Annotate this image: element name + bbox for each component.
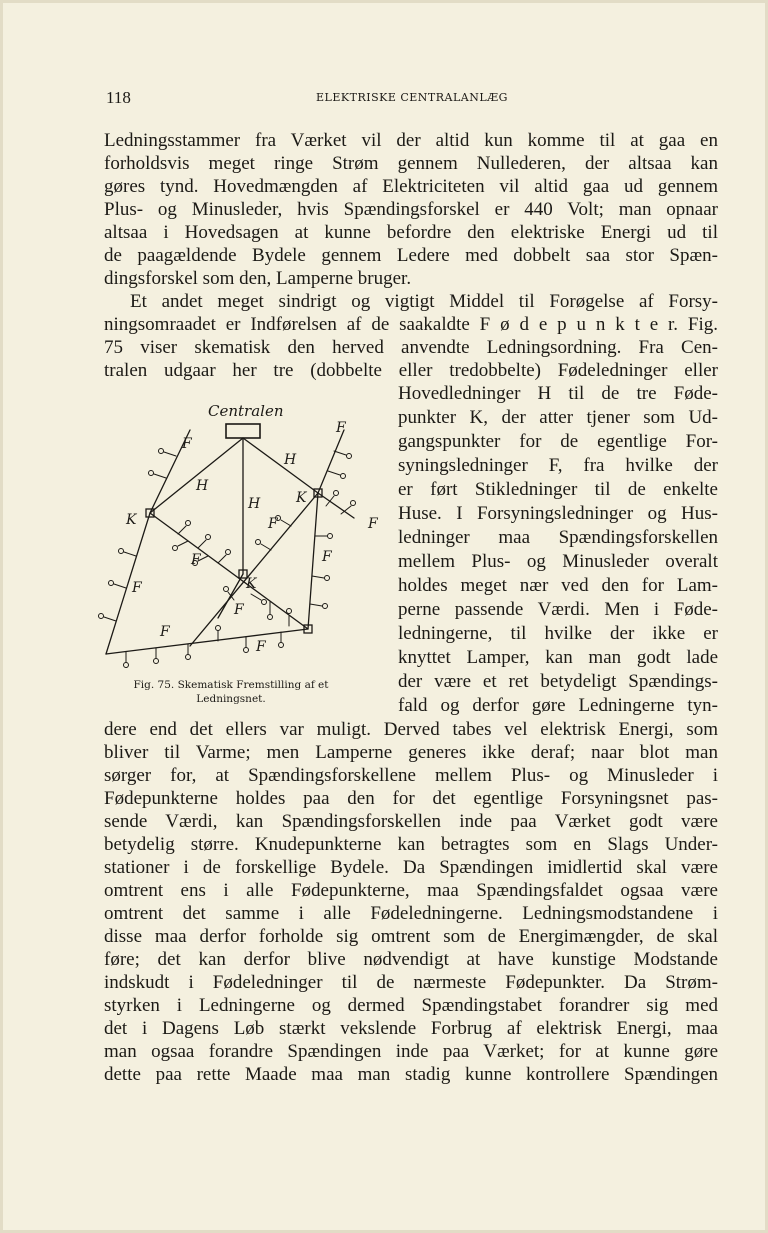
lamp-icon [119, 549, 124, 554]
text-line: Ledningsstammer fra Værket vil der altid kun komme til at gaa en [104, 130, 718, 151]
lamp-icon [323, 604, 328, 609]
supply-line-bottom [106, 629, 308, 654]
lamp-icon [262, 600, 267, 605]
supply-line-diagonal [150, 513, 308, 629]
lamp-icon [216, 626, 221, 631]
caption-line: Ledningsnet. [196, 693, 266, 705]
lamp-icon [351, 501, 356, 506]
text-line: punkter K, der atter tjener som Ud- [398, 407, 718, 428]
lamp-icon [186, 521, 191, 526]
text-line: indskudt i Fødeledninger til de nærmeste Fødepunkter. Da Strøm- [104, 972, 718, 993]
text-line: Fødepunkterne holdes paa den for det egentlige Forsyningsnet pas- [104, 788, 718, 809]
text-line: Plus- og Minusleder, hvis Spændingsforskel er 440 Volt; man opnaar [104, 199, 718, 220]
lamp-icon [256, 540, 261, 545]
text-line: forholdsvis meget ringe Strøm gennem Nullederen, der altsaa kan [104, 153, 718, 174]
lamp-icon [109, 581, 114, 586]
label-f: F [191, 552, 201, 568]
text-line: Hovedledninger H til de tre Føde- [398, 383, 718, 404]
text-line: holdes meget nær ved den for Lam- [398, 575, 718, 596]
text-line: Et andet meget sindrigt og vigtigt Middel til Forøgelse af Forsy- [130, 291, 718, 312]
label-k: K [246, 576, 257, 592]
lamp-icon [173, 546, 178, 551]
lamp-icon [186, 655, 191, 660]
text-line: sende Værdi, kan Spændingsforskellen inde paa Værket godt være [104, 811, 718, 832]
lamp-icon [287, 609, 292, 614]
feeder-line-right [243, 438, 318, 493]
text-line: er ført Stikledninger til de enkelte [398, 479, 718, 500]
label-h: H [196, 478, 209, 494]
label-f: F [160, 624, 170, 640]
network-diagram-svg [96, 396, 388, 668]
text-line: sørger for, at Spændingsforskellene mellem Plus- og Minusleder i [104, 765, 718, 786]
label-k: K [296, 490, 307, 506]
label-f: F [182, 436, 192, 452]
lamp-icon [347, 454, 352, 459]
text-line: ledninger maa Spændingsforskellen [398, 527, 718, 548]
text-line: betydelig større. Knudepunkterne kan betragtes som en Slags Under- [104, 834, 718, 855]
text-line: gøres tynd. Hovedmængden af Elektriciteten vil altid gaa ud gennem [104, 176, 718, 197]
supply-line-right [308, 430, 344, 629]
lamp-icon [279, 643, 284, 648]
text-line: Huse. I Forsyningsledninger og Hus- [398, 503, 718, 524]
text-line: perne passende Værdi. Men i Føde- [398, 599, 718, 620]
text-line: 75 viser skematisk den herved anvendte Ledningsordning. Fra Cen- [104, 337, 718, 358]
lamp-icon [328, 534, 333, 539]
label-k: K [126, 512, 137, 528]
lamp-icon [154, 659, 159, 664]
label-f: F [132, 580, 142, 596]
lamp-icon [206, 535, 211, 540]
text-line: stationer i de forskellige Bydele. Da Spændingen imidlertid skal være [104, 857, 718, 878]
text-line: tralen udgaar her tre (dobbelte eller tredobbelte) Fødeledninger eller [104, 360, 718, 381]
text-line: mellem Plus- og Minusleder overalt [398, 551, 718, 572]
text-line: gangspunkter for de egentlige For- [398, 431, 718, 452]
label-f: F [368, 516, 378, 532]
lamp-icon [159, 449, 164, 454]
text-line: altsaa i Hovedsagen at kunne befordre den elektriske Energi ud til [104, 222, 718, 243]
lamp-icon [224, 587, 229, 592]
text-line: føre; det kan derfor blive nødvendigt at have kunstige Modstande [104, 949, 718, 970]
text-line: ningsomraadet er Indførelsen af de saakaldte F ø d e p u n k t e r. Fig. [104, 314, 718, 335]
lamp-icon [325, 576, 330, 581]
label-h: H [284, 452, 297, 468]
page-header [104, 88, 720, 110]
lamp-icon [124, 663, 129, 668]
central-station-box [226, 424, 260, 438]
text-line: dere end det ellers var muligt. Derved tabes vel elektrisk Energi, som [104, 719, 718, 740]
label-f: F [256, 639, 266, 655]
network-diagram [96, 396, 388, 668]
label-f: F [336, 420, 346, 436]
central-label: Centralen [208, 402, 284, 420]
page-number: 118 [106, 88, 131, 107]
lamp-icon [244, 648, 249, 653]
figure-caption [100, 678, 362, 706]
text-line: disse maa derfor forholde sig omtrent som de Energimængder, de skal [104, 926, 718, 947]
caption-line: Fig. 75. Skematisk Fremstilling af et [133, 679, 329, 691]
text-line: det i Dagens Løb stærkt vekslende Forbrug af elektrisk Energi, maa [104, 1018, 718, 1039]
text-line: syningsledninger F, fra hvilke der [398, 455, 718, 476]
lamp-icon [341, 474, 346, 479]
running-title: ELEKTRISKE CENTRALANLÆG [316, 91, 508, 104]
text-line: omtrent det samme i alle Fødeledningerne. Ledningsmodstandene i [104, 903, 718, 924]
text-line: ledningerne, til hvilke der ikke er [398, 623, 718, 644]
text-line: omtrent ens i alle Fødepunkterne, maa Spændingsfaldet ogsaa være [104, 880, 718, 901]
lamp-icon [99, 614, 104, 619]
label-h: H [248, 496, 261, 512]
text-line: der være et ret betydeligt Spændings- [398, 671, 718, 692]
text-line: dingsforskel som den, Lamperne bruger. [104, 268, 412, 289]
text-line: man ogsaa forandre Spændingen inde paa Værket; for at kunne gøre [104, 1041, 718, 1062]
service-connections [99, 449, 356, 668]
text-line: dette paa rette Maade maa man stadig kunne kontrollere Spændingen [104, 1064, 718, 1085]
text-line: fald og derfor gøre Ledningerne tyn- [398, 695, 718, 716]
label-f: F [268, 516, 278, 532]
lamp-icon [149, 471, 154, 476]
text-line: bliver til Varme; men Lamperne generes ikke deraf; naar blot man [104, 742, 718, 763]
label-f: F [234, 602, 244, 618]
supply-line-right-branch [318, 493, 354, 518]
feeder-line-left [150, 438, 243, 513]
lamp-icon [334, 491, 339, 496]
text-line: knyttet Lamper, kan man godt lade [398, 647, 718, 668]
lamp-icon [268, 615, 273, 620]
text-line: de paagældende Bydele gennem Ledere med dobbelt saa stor Spæn- [104, 245, 718, 266]
lamp-icon [226, 550, 231, 555]
supply-line-left [106, 430, 190, 654]
text-line: styrken i Ledningerne og dermed Spændingstabet forandrer sig med [104, 995, 718, 1016]
label-f: F [322, 549, 332, 565]
